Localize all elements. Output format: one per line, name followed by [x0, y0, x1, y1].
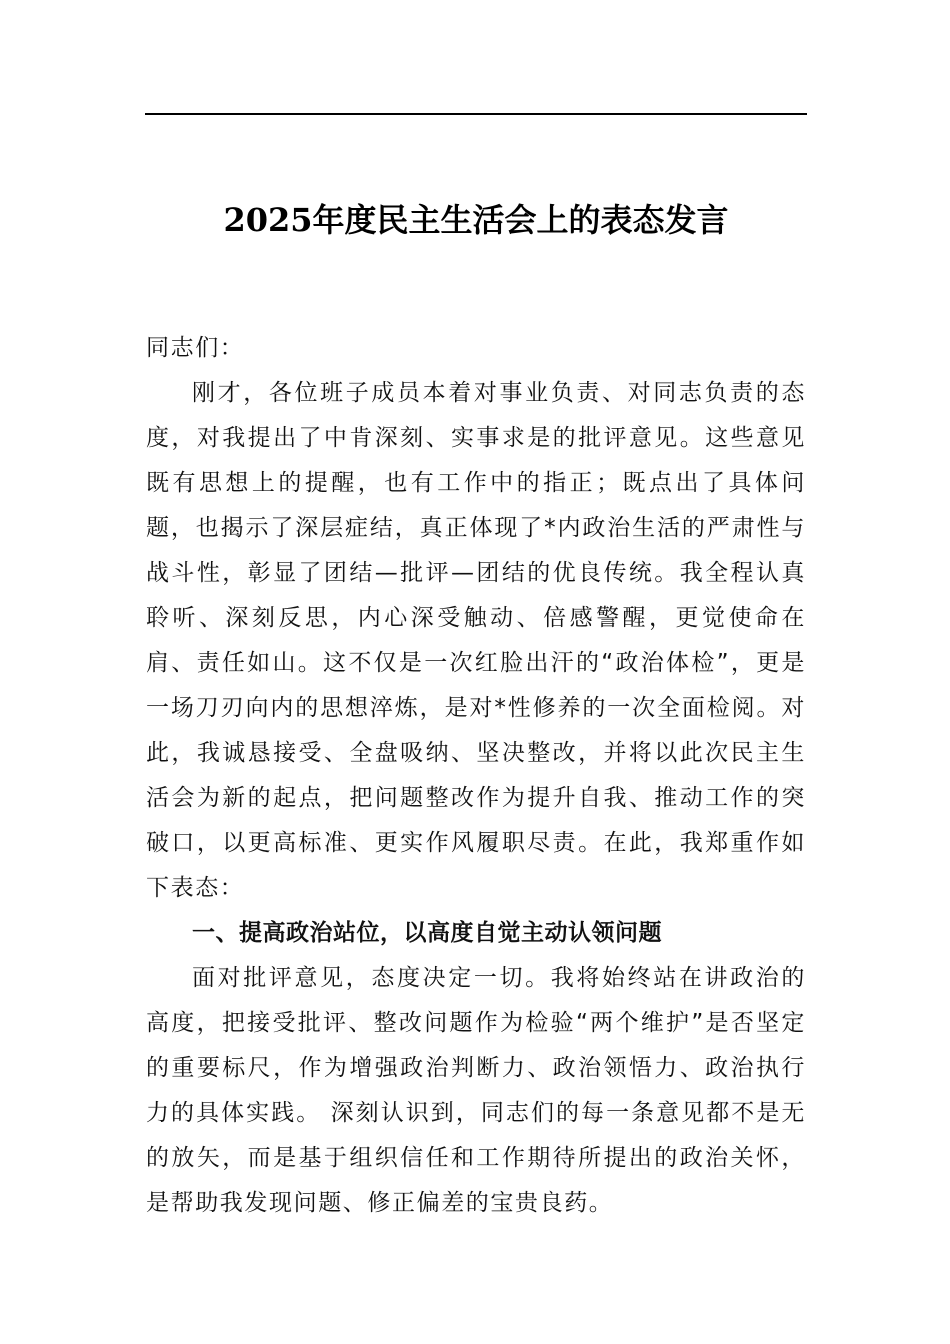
document-body	[146, 326, 806, 1226]
section-heading: 一、提高政治站位，以高度自觉主动认领问题	[192, 920, 662, 946]
header-divider	[145, 113, 807, 115]
salutation: 同志们：	[146, 335, 245, 361]
section-paragraph: 面对批评意见，态度决定一切。我将始终站在讲政治的高度，把接受批评、整改问题作为检验“两个维护”是否坚定的重要标尺，作为增强政治判断力、政治领悟力、政治执行力的具体实践。 深刻认识到，同志们的每一条意见都不是无的放矢，而是基于组织信任和工作期待所提出的政治关怀，是帮助我发现问题、修正偏差的宝贵良药。	[146, 965, 806, 1216]
document-title: 2025年度民主生活会上的表态发言	[223, 201, 729, 239]
body-paragraph: 刚才，各位班子成员本着对事业负责、对同志负责的态度，对我提出了中肯深刻、实事求是的批评意见。这些意见既有思想上的提醒，也有工作中的指正；既点出了具体问题，也揭示了深层症结，真正体现了*内政治生活的严肃性与战斗性，彰显了团结—批评—团结的优良传统。我全程认真聆听、深刻反思，内心深受触动、倍感警醒，更觉使命在肩、责任如山。这不仅是一次红脸出汗的“政治体检”，更是一场刀刃向内的思想淬炼，是对*性修养的一次全面检阅。对此，我诚恳接受、全盘吸纳、坚决整改，并将以此次民主生活会为新的起点，把问题整改作为提升自我、推动工作的突破口，以更高标准、更实作风履职尽责。在此，我郑重作如下表态：	[146, 380, 806, 901]
